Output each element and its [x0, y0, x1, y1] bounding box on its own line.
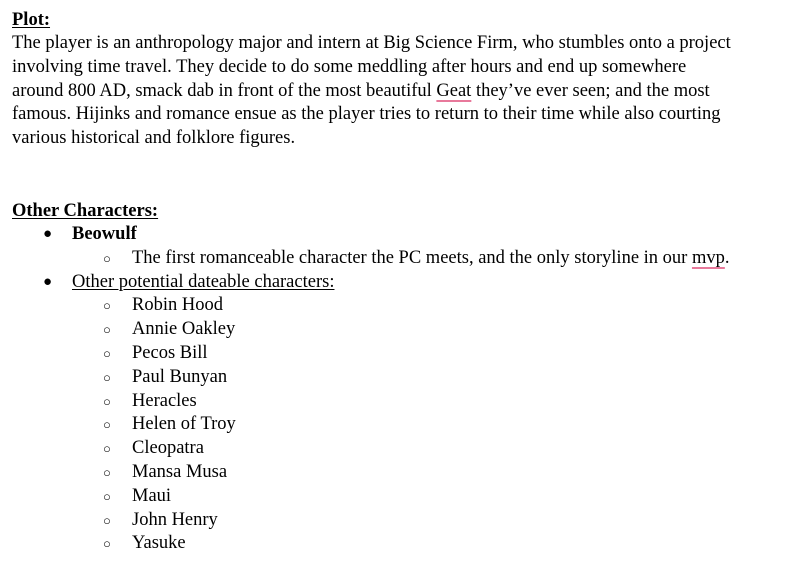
beowulf-sublist [72, 247, 796, 271]
plot-line: famous. Hijinks and romance ensue as the player tries to return to their time while also courting [12, 104, 721, 125]
character-name: Paul Bunyan [132, 366, 228, 387]
hollow-bullet-icon: ○ [103, 512, 111, 528]
other-characters-label: Other potential dateable characters: [72, 271, 335, 292]
list-item [12, 509, 796, 533]
characters-list [12, 223, 796, 556]
list-item [12, 294, 796, 318]
hollow-bullet-icon: ○ [103, 488, 111, 504]
list-item [12, 532, 796, 556]
spellcheck-flagged-word[interactable]: Geat [436, 80, 472, 101]
character-name: Helen of Troy [132, 414, 236, 435]
blank-space [12, 151, 796, 199]
list-item [12, 342, 796, 366]
hollow-bullet-icon: ○ [103, 250, 111, 266]
document-body[interactable] [12, 8, 796, 556]
list-item [12, 413, 796, 437]
plot-line [12, 80, 796, 104]
beowulf-note-end: . [724, 247, 730, 268]
character-name: Beowulf [72, 223, 137, 244]
other-characters-heading: Other Characters: [12, 200, 159, 221]
list-item [12, 390, 796, 414]
plot-heading: Plot: [12, 10, 51, 30]
hollow-bullet-icon: ○ [103, 464, 111, 480]
hollow-bullet-icon: ○ [103, 536, 111, 552]
character-name: Mansa Musa [132, 461, 228, 482]
character-name: Robin Hood [132, 295, 223, 316]
spellcheck-flagged-word[interactable]: mvp [691, 247, 725, 268]
character-name: Heracles [132, 390, 197, 411]
beowulf-note: The first romanceable character the PC meets, and the only storyline in our [132, 247, 692, 268]
list-item-other-characters [12, 271, 796, 557]
filled-bullet-icon: ● [43, 273, 53, 290]
plot-paragraph [12, 32, 796, 151]
plot-line: The player is an anthropology major and intern at Big Science Firm, who stumbles onto a project [12, 33, 731, 53]
list-item [12, 437, 796, 461]
dateable-characters-sublist [72, 294, 796, 556]
list-item [12, 461, 796, 485]
list-item [12, 366, 796, 390]
character-name: Cleopatra [132, 438, 204, 459]
filled-bullet-icon: ● [43, 225, 53, 242]
hollow-bullet-icon: ○ [103, 298, 111, 314]
plot-line: various historical and folklore figures. [12, 128, 296, 149]
plot-line: involving time travel. They decide to do some meddling after hours and end up somewhere [12, 56, 687, 77]
character-name: Annie Oakley [132, 319, 236, 340]
hollow-bullet-icon: ○ [103, 441, 111, 457]
hollow-bullet-icon: ○ [103, 322, 111, 338]
character-name: Yasuke [132, 533, 186, 554]
character-name: Maui [132, 485, 172, 506]
plot-text: around 800 AD, smack dab in front of the most beautiful [12, 80, 437, 101]
list-item [12, 247, 796, 271]
list-item [12, 485, 796, 509]
character-name: John Henry [132, 509, 218, 530]
hollow-bullet-icon: ○ [103, 393, 111, 409]
plot-text: they’ve ever seen; and the most [471, 80, 710, 101]
hollow-bullet-icon: ○ [103, 369, 111, 385]
hollow-bullet-icon: ○ [103, 345, 111, 361]
list-item [12, 318, 796, 342]
character-name: Pecos Bill [132, 342, 208, 363]
hollow-bullet-icon: ○ [103, 417, 111, 433]
list-item-beowulf [12, 223, 796, 271]
